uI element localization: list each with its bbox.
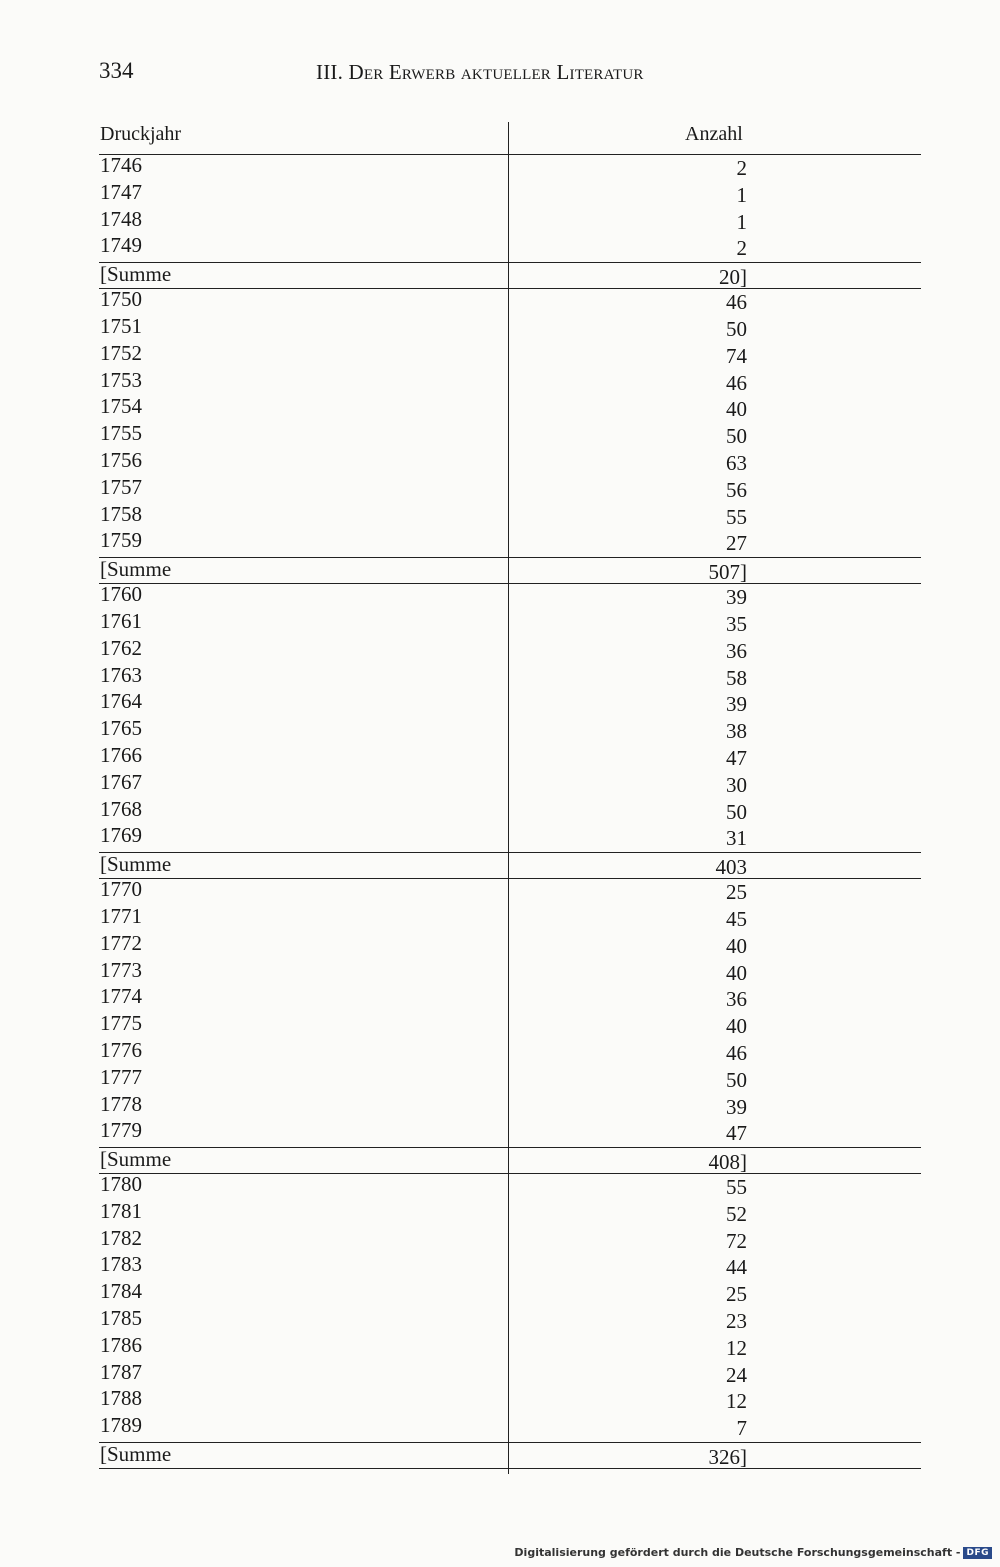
table-row: [99, 930, 921, 960]
cell-count: 40: [726, 397, 747, 422]
cell-count: 30: [726, 772, 747, 797]
table-row: [99, 957, 921, 987]
table-sum-row: [99, 852, 921, 879]
running-head-d: D: [348, 60, 364, 84]
table-row: [99, 1388, 921, 1415]
table-sum-row: [99, 557, 921, 584]
cell-year: 1786: [100, 1332, 142, 1357]
running-head-l: L: [556, 60, 570, 84]
cell-count: 36: [726, 987, 747, 1012]
cell-year: 1789: [100, 1413, 142, 1438]
cell-count: 58: [726, 665, 747, 690]
cell-count: 74: [726, 343, 747, 368]
cell-year: 1763: [100, 662, 142, 687]
cell-count: 36: [726, 638, 747, 663]
cell-count: 55: [726, 504, 747, 529]
table-row: [99, 1225, 921, 1255]
cell-count: 39: [726, 1094, 747, 1119]
cell-count: 507]: [708, 560, 747, 585]
running-head: [316, 60, 644, 85]
cell-year: 1746: [100, 153, 142, 177]
header-year: Druckjahr: [100, 123, 182, 145]
cell-count: 72: [726, 1228, 747, 1253]
cell-year: 1779: [100, 1118, 142, 1143]
header-count: Anzahl: [685, 123, 743, 145]
cell-count: 31: [726, 826, 747, 851]
cell-year: 1750: [100, 287, 142, 312]
table-row: [99, 313, 921, 343]
cell-count: 46: [726, 1040, 747, 1065]
table-header: [99, 122, 921, 155]
table-row: [99, 986, 921, 1013]
cell-year: 1764: [100, 689, 142, 714]
cell-count: 403: [715, 855, 747, 880]
cell-year: 1787: [100, 1359, 142, 1384]
table-row: [99, 1174, 921, 1201]
cell-count: 408]: [708, 1150, 747, 1175]
cell-year: 1771: [100, 903, 142, 928]
cell-count: 7: [736, 1416, 747, 1441]
cell-count: 1: [736, 209, 747, 234]
table-row: [99, 340, 921, 370]
cell-count: 47: [726, 1121, 747, 1146]
cell-count: 25: [726, 880, 747, 905]
cell-year: 1754: [100, 394, 142, 419]
table-row: [99, 206, 921, 236]
table-row: [99, 1091, 921, 1121]
cell-count: 50: [726, 1067, 747, 1092]
cell-count: 1: [736, 182, 747, 207]
table-body: [99, 155, 921, 1469]
table-sum-row: [99, 1442, 921, 1469]
cell-year: 1785: [100, 1306, 142, 1331]
cell-count: 20]: [719, 265, 747, 290]
cell-count: 24: [726, 1362, 747, 1387]
footer-credit: [514, 1546, 992, 1559]
cell-year: 1747: [100, 179, 142, 204]
table-row: [99, 1332, 921, 1362]
running-head-er: ER: [363, 67, 384, 83]
cell-year: 1759: [100, 528, 142, 553]
table-row: [99, 367, 921, 397]
cell-count: 46: [726, 290, 747, 315]
table-row: [99, 1415, 921, 1442]
table-row: [99, 796, 921, 826]
table-row: [99, 530, 921, 557]
cell-year: [Summe: [100, 852, 172, 877]
cell-year: [Summe: [100, 262, 172, 287]
table-row: [99, 662, 921, 692]
cell-count: 40: [726, 933, 747, 958]
table-row: [99, 447, 921, 477]
dfg-logo: DFG: [963, 1547, 992, 1559]
table-row: [99, 179, 921, 209]
table-row: [99, 1359, 921, 1389]
cell-count: 2: [736, 156, 747, 180]
cell-year: 1755: [100, 421, 142, 446]
table-row: [99, 1254, 921, 1281]
cell-year: 1756: [100, 447, 142, 472]
table-row: [99, 879, 921, 906]
cell-count: 50: [726, 799, 747, 824]
cell-count: 40: [726, 960, 747, 985]
cell-year: [Summe: [100, 1442, 172, 1467]
cell-count: 50: [726, 316, 747, 341]
cell-year: 1749: [100, 233, 142, 258]
cell-year: 1781: [100, 1198, 142, 1223]
cell-year: 1776: [100, 1037, 142, 1062]
cell-year: 1758: [100, 501, 142, 526]
cell-count: 326]: [708, 1445, 747, 1470]
cell-year: 1775: [100, 1011, 142, 1036]
table-row: [99, 235, 921, 262]
cell-count: 35: [726, 611, 747, 636]
table-row: [99, 155, 921, 182]
table-row: [99, 289, 921, 316]
cell-count: 56: [726, 477, 747, 502]
cell-year: 1782: [100, 1225, 142, 1250]
cell-year: 1770: [100, 877, 142, 902]
cell-year: 1773: [100, 957, 142, 982]
data-table: [99, 122, 921, 1469]
cell-count: 40: [726, 1014, 747, 1039]
cell-count: 47: [726, 745, 747, 770]
table-row: [99, 691, 921, 718]
cell-year: 1783: [100, 1252, 142, 1277]
running-head-iteratur: ITERATUR: [569, 67, 644, 83]
running-head-aktueller: AKTUELLER: [460, 67, 552, 83]
table-sum-row: [99, 1147, 921, 1174]
cell-year: 1784: [100, 1279, 142, 1304]
table-row: [99, 1064, 921, 1094]
cell-count: 46: [726, 370, 747, 395]
cell-year: 1772: [100, 930, 142, 955]
cell-year: 1765: [100, 716, 142, 741]
table-row: [99, 474, 921, 504]
cell-year: 1757: [100, 474, 142, 499]
running-head-e: E: [388, 60, 402, 84]
cell-count: 38: [726, 719, 747, 744]
cell-year: 1760: [100, 582, 142, 607]
table-sum-row: [99, 262, 921, 289]
table-row: [99, 825, 921, 852]
cell-year: 1778: [100, 1091, 142, 1116]
table-row: [99, 1198, 921, 1228]
table-row: [99, 742, 921, 772]
cell-year: 1767: [100, 769, 142, 794]
table-row: [99, 1013, 921, 1040]
cell-year: 1751: [100, 313, 142, 338]
cell-count: 39: [726, 692, 747, 717]
table-row: [99, 1037, 921, 1067]
table-row: [99, 396, 921, 423]
cell-year: 1762: [100, 635, 142, 660]
page-number: 334: [99, 58, 134, 83]
cell-year: 1774: [100, 984, 142, 1009]
table-row: [99, 1120, 921, 1147]
cell-count: 45: [726, 906, 747, 931]
cell-year: 1761: [100, 608, 142, 633]
cell-count: 55: [726, 1175, 747, 1200]
cell-year: 1777: [100, 1064, 142, 1089]
table-row: [99, 769, 921, 799]
cell-year: [Summe: [100, 557, 172, 582]
cell-count: 2: [736, 236, 747, 261]
cell-count: 63: [726, 450, 747, 475]
cell-count: 27: [726, 531, 747, 556]
cell-year: 1748: [100, 206, 142, 231]
footer-text: Digitalisierung gefördert durch die Deutsche Forschungsgemeinschaft -: [514, 1546, 961, 1559]
running-head-rwerb: RWERB: [401, 67, 456, 83]
running-head-roman: III.: [316, 60, 344, 84]
cell-count: 50: [726, 424, 747, 449]
cell-year: 1752: [100, 340, 142, 365]
cell-year: 1788: [100, 1386, 142, 1411]
cell-count: 12: [726, 1389, 747, 1414]
cell-count: 23: [726, 1309, 747, 1334]
cell-year: 1769: [100, 823, 142, 848]
table-row: [99, 903, 921, 933]
table-row: [99, 635, 921, 665]
cell-year: 1766: [100, 742, 142, 767]
table-row: [99, 1308, 921, 1335]
cell-year: [Summe: [100, 1147, 172, 1172]
table-row: [99, 501, 921, 531]
table-row: [99, 584, 921, 611]
cell-count: 12: [726, 1335, 747, 1360]
cell-count: 39: [726, 585, 747, 610]
table-row: [99, 423, 921, 450]
table-row: [99, 718, 921, 745]
cell-count: 52: [726, 1201, 747, 1226]
cell-count: 25: [726, 1282, 747, 1307]
table-row: [99, 608, 921, 638]
cell-year: 1753: [100, 367, 142, 392]
cell-year: 1780: [100, 1172, 142, 1197]
table-row: [99, 1281, 921, 1308]
cell-year: 1768: [100, 796, 142, 821]
cell-count: 44: [726, 1255, 747, 1280]
